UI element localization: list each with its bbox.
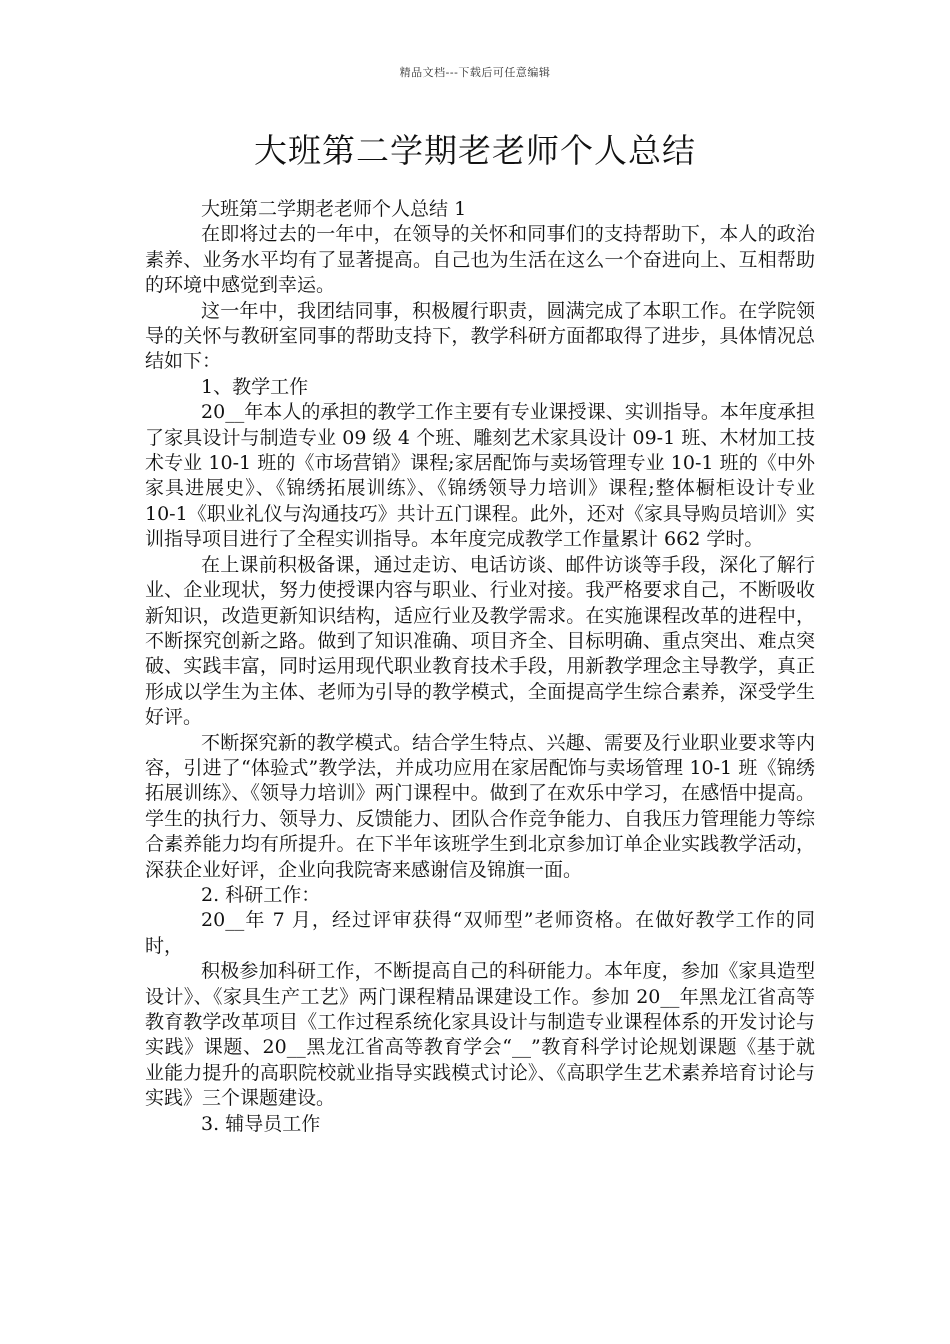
- document-body: [145, 197, 815, 1137]
- body-paragraph: 20__年 7 月，经过评审获得“双师型”老师资格。在做好教学工作的同时，: [145, 909, 815, 957]
- body-paragraph: 大班第二学期老老师个人总结 1: [201, 198, 467, 220]
- page-header-note: 精品文档---下载后可任意编辑: [399, 66, 551, 79]
- section-heading: 3. 辅导员工作: [201, 1112, 321, 1135]
- body-paragraph: 20__年本人的承担的教学工作主要有专业课授课、实训指导。本年度承担了家具设计与制造专业 09 级 4 个班、雕刻艺术家具设计 09-1 班、木材加工技术专业 10-1 班的《市场营销》课程;家居配饰与卖场管理专业 10-1 班的《中外家具进展史》、《锦绣拓展训练》、《锦绣领导力培训》课程;整体橱柜设计专业 10-1《职业礼仪与沟通技巧》共计五门课程。此外，还对《家具导购员培训》实训指导项目进行了全程实训指导。本年度完成教学工作量累计 662 学时。: [145, 401, 815, 551]
- body-paragraph: 这一年中，我团结同事，积极履行职责，圆满完成了本职工作。在学院领导的关怀与教研室同事的帮助支持下，教学科研方面都取得了进步，具体情况总结如下：: [145, 299, 815, 373]
- section-heading: 1、教学工作: [201, 375, 309, 398]
- body-paragraph: 在即将过去的一年中，在领导的关怀和同事们的支持帮助下，本人的政治素养、业务水平均有了显著提高。自己也为生活在这么一个奋进向上、互相帮助的环境中感觉到幸运。: [145, 223, 815, 297]
- body-paragraph: 积极参加科研工作，不断提高自己的科研能力。本年度，参加《家具造型设计》、《家具生产工艺》两门课程精品课建设工作。参加 20__年黑龙江省高等教育教学改革项目《工作过程系统化家具设计与制造专业课程体系的开发讨论与实践》课题、20__黑龙江省高等教育学会“__”教育科学讨论规划课题《基于就业能力提升的高职院校就业指导实践模式讨论》、《高职学生艺术素养培育讨论与实践》三个课题建设。: [145, 960, 815, 1110]
- body-paragraph: 不断探究新的教学模式。结合学生特点、兴趣、需要及行业职业要求等内容，引进了“体验式”教学法，并成功应用在家居配饰与卖场管理 10-1 班《锦绣拓展训练》、《领导力培训》两门课程中。做到了在欢乐中学习，在感悟中提高。学生的执行力、领导力、反馈能力、团队合作竞争能力、自我压力管理能力等综合素养能力均有所提升。在下半年该班学生到北京参加订单企业实践教学活动，深获企业好评，企业向我院寄来感谢信及锦旗一面。: [145, 731, 815, 881]
- section-heading: 2. 科研工作：: [201, 883, 321, 906]
- document-title: 大班第二学期老老师个人总结: [254, 131, 696, 170]
- body-paragraph: 在上课前积极备课，通过走访、电话访谈、邮件访谈等手段，深化了解行业、企业现状，努力使授课内容与职业、行业对接。我严格要求自己，不断吸收新知识，改造更新知识结构，适应行业及教学需求。在实施课程改革的进程中，不断探究创新之路。做到了知识准确、项目齐全、目标明确、重点突出、难点突破、实践丰富，同时运用现代职业教育技术手段，用新教学理念主导教学，真正形成以学生为主体、老师为引导的教学模式，全面提高学生综合素养，深受学生好评。: [145, 553, 815, 729]
